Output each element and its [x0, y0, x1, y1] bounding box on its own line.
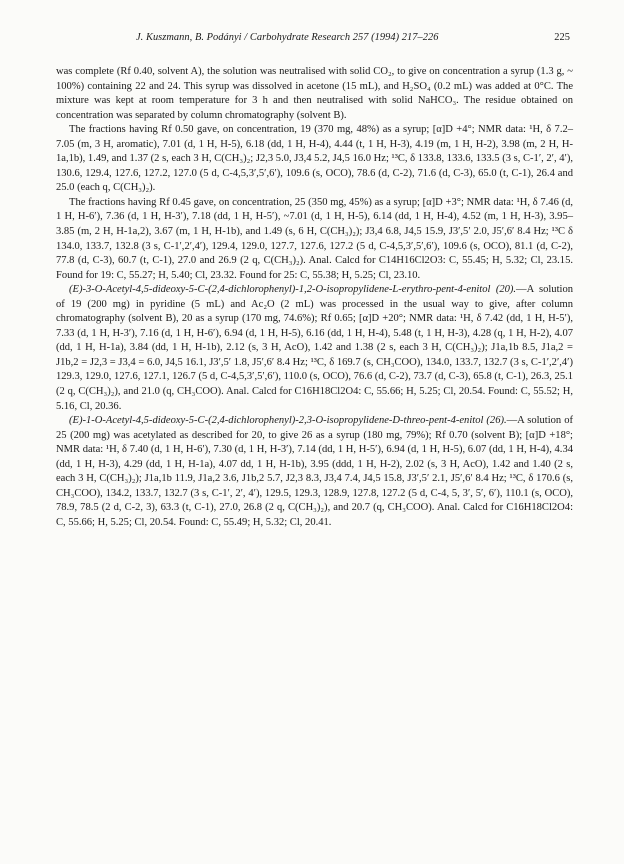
paragraph-text: The fractions having Rf 0.45 gave, on concentration, 25 (350 mg, 45%) as a syrup; [α]D +3°; NMR data: ¹H, δ 7.46 (d, 1 H, H-6′), 7.36 (d, 1 H, H-3′), 7.18 (dd, 1 H, H-5′), ~7.01 (d, 1 H, H-5), 6.14 (dd, 1 H, H-4), 4.52 (m, 1 H, H-3), 3.95–3.85 (m, 2 H, H-1a,2), 3.67 (m, 1 H, H-1b), and 1.49 (s, 6 H, C(CH₃)₂); J3,4 6.8, J4,5 15.9, J3′,5′ 2.0, J5′,6′ 8.4 Hz; ¹³C δ 134.0, 133.7, 132.8 (3 s, C-1′,2′,4′), 129.4, 129.0, 127.7, 127.6, 127.2 (5 d, C-4,5,3′,5′,6′), 109.6 (s, OCO), 81.1 (d, C-2), 77.8 (d, C-3), 60.7 (t, C-1), 27.0 and 26.9 (2 q, C(CH₃)₂). Anal. Calcd for C14H16Cl2O3: C, 55.45; H, 5.32; Cl, 23.15. Found for 19: C, 55.27; H, 5.40; Cl, 23.32. Found for 25: C, 55.38; H, 5.25; Cl, 23.10. — [56, 196, 573, 281]
paragraph-text: The fractions having Rf 0.50 gave, on concentration, 19 (370 mg, 48%) as a syrup; [α]D +4°; NMR data: ¹H, δ 7.2–7.05 (m, 3 H, aromatic), 7.01 (d, 1 H, H-5), 6.18 (dd, 1 H, H-4), 4.44 (t, 1 H, H-3), 4.19 (m, 1 H, H-2), 3.98 (m, 2 H, H-1a,1b), 1.49, and 1.37 (2 s, each 3 H, C(CH₃)₂; J2,3 5.0, J3,4 5.2, J4,5 16.0 Hz; ¹³C, δ 133.8, 133.6, 133.5 (3 s, C-1′, 2′, 4′), 130.6, 129.4, 127.6, 127.2, 127.0 (5 d, C-4,5,3′,5′,6′), 109.6 (s, OCO), 78.6 (d, C-2), 71.6 (d, C-3), 65.0 (t, C-1), 26.4 and 25.0 (each q, C(CH₃)₂). — [56, 124, 573, 194]
paragraph-text: was complete (Rf 0.40, solvent A), the solution was neutralised with solid CO₂, to give on concentration a syrup (1.3 g, ~ 100%) containing 22 and 24. This syrup was dissolved in acetone (15 mL), and H₂SO₄ (0.2 mL) was added at 0°C. The mixture was kept at room temperature for 3 h and then neutralised with solid NaHCO₃. The residue obtained on concentration was separated by column chromatography (solvent B). — [56, 66, 573, 121]
paragraph-2 — [56, 123, 573, 196]
compound-title: (E)-3-O-Acetyl-4,5-dideoxy-5-C-(2,4-dichlorophenyl)-1,2-O-isopropylidene-L-erythro-pent-4-enitol (20). — [69, 284, 517, 296]
article-body — [56, 65, 573, 531]
page-number: 225 — [554, 32, 570, 43]
paragraph-1 — [56, 65, 573, 123]
running-header — [84, 32, 570, 46]
paragraph-text: —A solution of 25 (200 mg) was acetylated as described for 20, to give 26 as a syrup (180 mg, 79%); Rf 0.70 (solvent B); [α]D +18°; NMR data: ¹H, δ 7.40 (d, 1 H, H-6′), 7.30 (d, 1 H, H-3′), 7.14 (dd, 1 H, H-5′), 6.94 (d, 1 H, H-5), 6.07 (dd, 1 H, H-4), 4.34 (dd, 1 H, H-3), 4.29 (dd, 1 H, H-1a), 4.07 dd, 1 H, H-1b), 3.95 (ddd, 1 H, H-2), 2.02 (s, 3 H, AcO), 1.42 and 1.40 (2 s, each 3 H, C(CH₃)₂); J1a,1b 11.9, J1a,2 3.6, J1b,2 5.7, J2,3 8.3, J3,4 7.4, J4,5 15.8, J3′,5′ 2.1, J5′,6′ 8.4 Hz; ¹³C, δ 170.6 (s, CH₃COO), 134.2, 133.7, 132.7 (3 s, C-1′, 2′, 4′), 129.5, 129.3, 128.9, 127.8, 127.2 (5 d, C-4, 5, 3′, 5′, 6′), 110.1 (s, OCO), 78.9, 78.5 (2 d, C-2, 3), 63.3 (t, C-1), 27.0, 26.8 (2 q, C(CH₃)₂), and 20.7 (q, CH₃COO). Anal. Calcd for C16H18Cl2O4: C, 55.66; H, 5.25; Cl, 20.54. Found: C, 55.49; H, 5.32; Cl, 20.41. — [56, 415, 573, 528]
compound-title: (E)-1-O-Acetyl-4,5-dideoxy-5-C-(2,4-dichlorophenyl)-2,3-O-isopropylidene-D-threo-pent-4-enitol (26). — [69, 415, 507, 427]
paragraph-4 — [56, 283, 573, 414]
paragraph-text: —A solution of 19 (200 mg) in pyridine (5 mL) and Ac₂O (2 mL) was processed in the usual way to give, after column chromatography (solvent B), 20 as a syrup (170 mg, 74.6%); Rf 0.65; [α]D +20°; NMR data: ¹H, δ 7.42 (dd, 1 H, H-5′), 7.33 (d, 1 H, H-3′), 7.16 (d, 1 H, H-6′), 6.94 (d, 1 H, H-5), 6.16 (dd, 1 H, H-4), 5.48 (t, 1 H, H-3), 4.28 (q, 1 H, H-2), 4.07 (dd, 1 H, H-1a), 3.84 (dd, 1 H, H-1b), 2.12 (s, 3 H, AcO), 1.42 and 1.38 (2 s, each 3 H, C(CH₃)₂); J1a,1b 8.5, J1a,2 = J1b,2 = J2,3 = J3,4 = 6.0, J4,5 16.1, J3′,5′ 1.8, J5′,6′ 8.4 Hz; ¹³C, δ 169.7 (s, CH₃COO), 134.0, 133.7, 132.7 (3 s, C-1′,2′,4′) 129.3, 129.0, 127.6, 127.1, 126.7 (5 d, C-4,5,3′,5′,6′), 110.0 (s, OCO), 76.6 (d, C-2), 73.7 (d, C-3), 65.8 (t, C-1), 26.3, 25.1 (2 q, C(CH₃)₂), and 21.0 (q, CH₃COO). Anal. Calcd for C16H18Cl2O4: C, 55.66; H, 5.25; Cl, 20.54. Found: C, 55.52; H, 5.16, Cl, 20.36. — [56, 284, 573, 412]
running-head: J. Kuszmann, B. Podányi / Carbohydrate Research 257 (1994) 217–226 — [136, 32, 439, 43]
paragraph-5 — [56, 414, 573, 530]
paragraph-3 — [56, 196, 573, 283]
